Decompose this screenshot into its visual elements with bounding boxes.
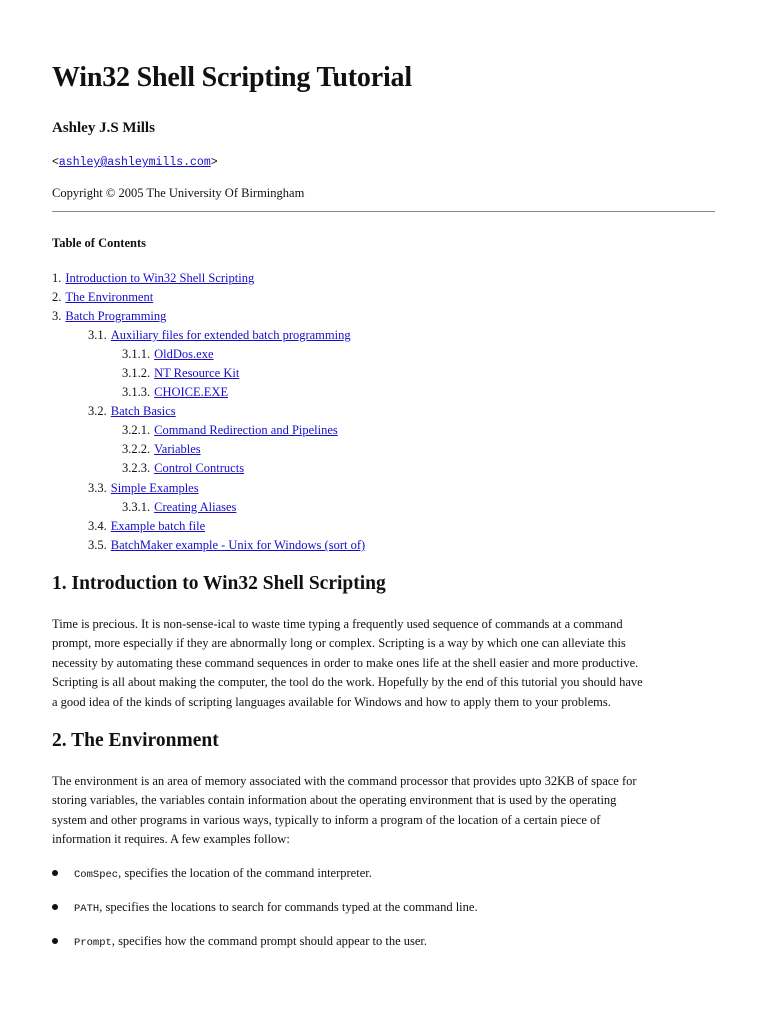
toc-link-command-redirection[interactable]: Command Redirection and Pipelines: [154, 423, 338, 437]
toc-item: 3.2.3. Control Contructs: [122, 461, 245, 475]
env-var-name: Prompt: [74, 937, 112, 949]
list-item: ComSpec, specifies the location of the command interpreter.: [74, 866, 372, 881]
toc-item: 3. Batch Programming: [52, 309, 167, 323]
toc-item: 3.5. BatchMaker example - Unix for Windows (sort of): [88, 538, 366, 552]
toc-item: 3.3.1. Creating Aliases: [122, 500, 237, 514]
toc-link-nt-resource-kit[interactable]: NT Resource Kit: [154, 366, 240, 380]
author-email-line: [52, 154, 218, 169]
author-name: Ashley J.S Mills: [52, 120, 155, 136]
env-var-name: ComSpec: [74, 869, 119, 881]
email-close-bracket: >: [210, 156, 218, 169]
toc-link-creating-aliases[interactable]: Creating Aliases: [154, 500, 237, 514]
toc-item: 3.1.2. NT Resource Kit: [122, 366, 240, 380]
introduction-paragraph: Time is precious. It is non-sense-ical to waste time typing a frequently used sequence of commands at a command prompt, more especially if they are abnormally long or complex. Scripting is a way by which one can alleviate this necessity by automating these command sequences in order to make ones life at the shell easier and more productive. Scripting is all about making the computer, the tool do the work. Hopefully by the end of this tutorial you should have a good idea of the kinds of scripting languages available for Windows and how to apply them to your problems.: [52, 617, 643, 709]
toc-item: 3.1. Auxiliary files for extended batch programming: [88, 328, 351, 342]
toc-item: 3.1.3. CHOICE.EXE: [122, 385, 229, 399]
toc-link-variables[interactable]: Variables: [154, 442, 201, 456]
list-item: Prompt, specifies how the command prompt should appear to the user.: [74, 934, 427, 949]
toc-item: 3.2. Batch Basics: [88, 404, 176, 418]
bullet-dot: [52, 938, 58, 944]
toc-link-control-contructs[interactable]: Control Contructs: [154, 461, 245, 475]
toc-link-auxiliary-files[interactable]: Auxiliary files for extended batch programming: [110, 328, 351, 342]
section-heading-introduction: 1. Introduction to Win32 Shell Scripting: [52, 573, 386, 594]
toc-item: 1. Introduction to Win32 Shell Scripting: [52, 271, 255, 285]
toc-link-choice-exe[interactable]: CHOICE.EXE: [154, 385, 229, 399]
author-email-link[interactable]: ashley@ashleymills.com: [58, 156, 211, 169]
toc-item: 3.2.2. Variables: [122, 442, 201, 456]
toc-link-example-batch-file[interactable]: Example batch file: [110, 519, 206, 533]
toc-item: 3.3. Simple Examples: [88, 481, 199, 495]
toc-link-olddos[interactable]: OldDos.exe: [154, 347, 214, 361]
toc-link-batchmaker-example[interactable]: BatchMaker example - Unix for Windows (sort of): [110, 538, 366, 552]
environment-paragraph: The environment is an area of memory associated with the command processor that provides upto 32KB of space for storing variables, the variables contain information about the operating environment that is used by the operating system and other programs in various ways, typically to inform a program of the location of a certain piece of information it requires. A few examples follow:: [52, 774, 637, 847]
email-open-bracket: <: [52, 156, 59, 169]
toc-item: 3.1.1. OldDos.exe: [122, 347, 214, 361]
document-title: Win32 Shell Scripting Tutorial: [52, 62, 412, 93]
toc-link-simple-examples[interactable]: Simple Examples: [110, 481, 199, 495]
copyright-notice: Copyright © 2005 The University Of Birmingham: [52, 186, 305, 200]
toc-item: 2. The Environment: [52, 290, 154, 304]
env-var-name: PATH: [74, 903, 100, 915]
toc-link-batch-basics[interactable]: Batch Basics: [110, 404, 176, 418]
bullet-dot: [52, 904, 58, 910]
toc-item: 3.4. Example batch file: [88, 519, 206, 533]
section-heading-environment: 2. The Environment: [52, 730, 219, 751]
toc-heading: Table of Contents: [52, 236, 146, 250]
toc-item: 3.2.1. Command Redirection and Pipelines: [122, 423, 338, 437]
toc-link-environment[interactable]: The Environment: [65, 290, 154, 304]
list-item: PATH, specifies the locations to search for commands typed at the command line.: [74, 900, 478, 915]
header-divider: [52, 211, 715, 212]
toc-link-introduction[interactable]: Introduction to Win32 Shell Scripting: [65, 271, 255, 285]
toc-link-batch-programming[interactable]: Batch Programming: [65, 309, 167, 323]
bullet-dot: [52, 870, 58, 876]
